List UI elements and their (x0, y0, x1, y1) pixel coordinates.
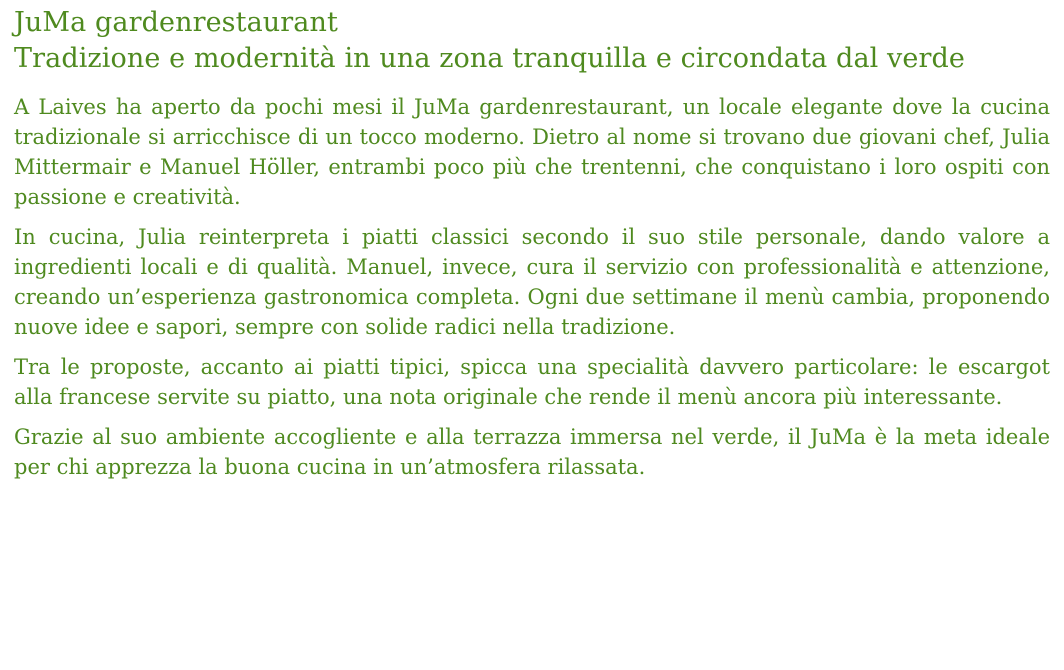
article-paragraph-1: A Laives ha aperto da pochi mesi il JuMa gardenrestaurant, un locale elegante dove la cucina tradizionale si arricchisce di un tocco moderno. Dietro al nome si trovano due giovani chef, Julia Mittermair e Manuel Höller, entrambi poco più che trentenni, che conquistano i loro ospiti con passione e creatività. (14, 95, 1050, 209)
article-title: JuMa gardenrestaurant (14, 7, 338, 38)
article-subtitle: Tradizione e modernità in una zona tranquilla e circondata dal verde (14, 43, 965, 74)
article-paragraph-2: In cucina, Julia reinterpreta i piatti classici secondo il suo stile personale, dando valore a ingredienti locali e di qualità. Manuel, invece, cura il servizio con professionalità e attenzione, creando un’esperienza gastronomica completa. Ogni due settimane il menù cambia, proponendo nuove idee e sapori, sempre con solide radici nella tradizione. (14, 225, 1050, 339)
article-paragraph-4: Grazie al suo ambiente accogliente e alla terrazza immersa nel verde, il JuMa è la meta ideale per chi apprezza la buona cucina in un’atmosfera rilassata. (14, 425, 1050, 479)
article-paragraph-3: Tra le proposte, accanto ai piatti tipici, spicca una specialità davvero particolare: le escargot alla francese servite su piatto, una nota originale che rende il menù ancora più interessante. (14, 355, 1050, 409)
